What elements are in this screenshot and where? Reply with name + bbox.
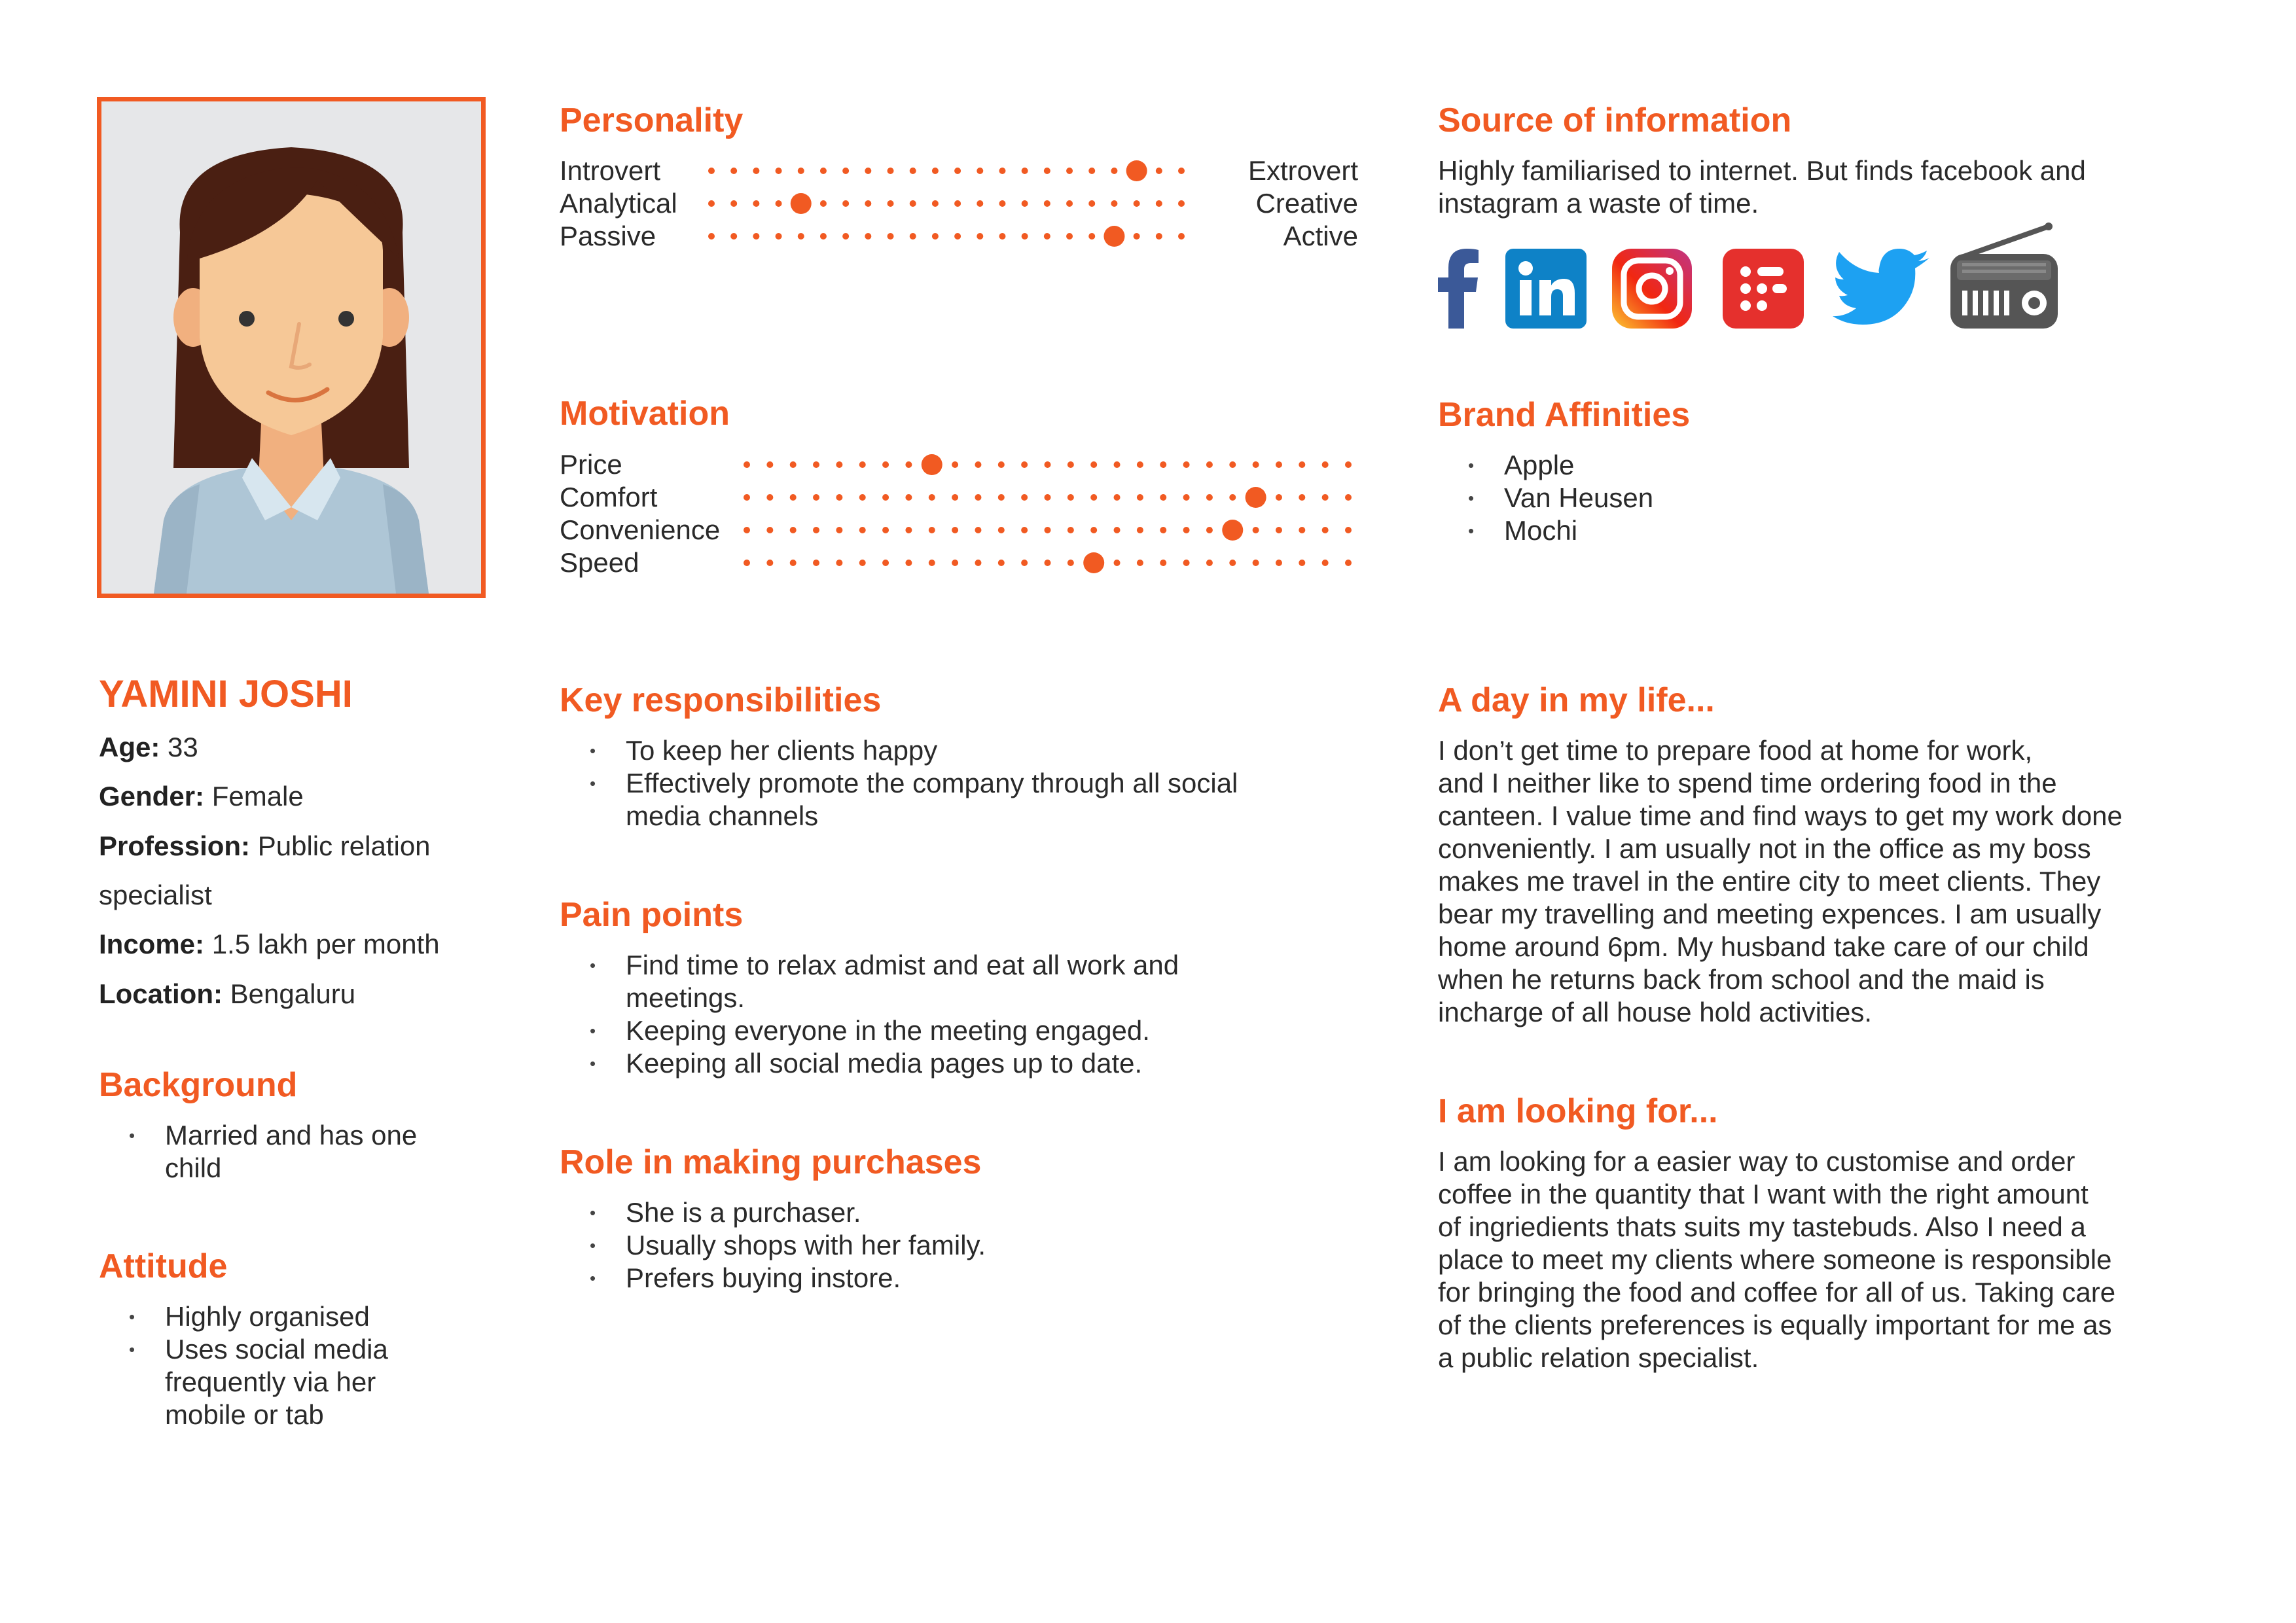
twitter-icon[interactable]: [1833, 249, 1929, 329]
rating-dot: [1299, 527, 1305, 533]
rating-dot: [1090, 494, 1097, 501]
motivation-heading: Motivation: [560, 395, 730, 433]
rating-dot: [1345, 494, 1352, 501]
rating-dot: [905, 560, 912, 566]
motivation-scale-row: [560, 546, 1358, 579]
rating-dot: [744, 461, 750, 468]
rating-dot: [1111, 200, 1117, 207]
rating-dot: [813, 461, 819, 468]
rating-dot: [998, 527, 1005, 533]
list-item-continuation: media channels: [626, 800, 819, 831]
rating-dot: [859, 527, 866, 533]
facebook-icon[interactable]: [1438, 249, 1479, 329]
rating-dot: [1345, 461, 1352, 468]
rating-dot: [1276, 527, 1282, 533]
rating-dot: [1114, 461, 1121, 468]
rating-marker: [791, 193, 812, 214]
rating-dot: [1090, 461, 1097, 468]
list-item: • Uses social media: [99, 1333, 388, 1366]
rating-dot: [790, 560, 797, 566]
rating-dot: [798, 168, 804, 174]
rating-dot: [1206, 461, 1213, 468]
rating-dot: [1067, 527, 1074, 533]
rating-dot: [888, 168, 894, 174]
rating-dot: [859, 461, 866, 468]
rating-dot: [1299, 461, 1305, 468]
text-line: coffee in the quantity that I want with the right amount: [1438, 1179, 2089, 1209]
rating-dot: [1021, 494, 1028, 501]
rating-dot: [1160, 527, 1166, 533]
rating-dot: [708, 168, 715, 174]
rating-dot: [859, 494, 866, 501]
rating-dot: [1183, 461, 1190, 468]
rating-dot: [820, 200, 827, 207]
rating-dot: [975, 527, 981, 533]
rating-dot: [1156, 168, 1162, 174]
rating-dot: [1178, 200, 1185, 207]
role-in-purchases-heading: Role in making purchases: [560, 1143, 982, 1181]
rating-dot: [1229, 560, 1236, 566]
rating-dot: [1067, 560, 1074, 566]
rating-dot: [1067, 494, 1074, 501]
rating-dot: [776, 168, 782, 174]
rating-dot: [753, 200, 759, 207]
rating-dot: [1156, 233, 1162, 240]
rating-scale: [711, 154, 1181, 187]
rating-dot: [954, 233, 961, 240]
rating-dot: [798, 233, 804, 240]
rating-dot: [1299, 494, 1305, 501]
rating-dot: [888, 233, 894, 240]
rating-dot: [952, 494, 958, 501]
rating-dot: [1021, 527, 1028, 533]
rating-dot: [1044, 233, 1050, 240]
rating-scale: [747, 514, 1348, 546]
rating-dot: [910, 168, 916, 174]
rating-dot: [753, 168, 759, 174]
list-item: • Find time to relax admist and eat all work and: [560, 949, 1179, 982]
rating-dot: [744, 527, 750, 533]
scale-left-label: Introvert: [560, 155, 661, 186]
rating-dot: [790, 494, 797, 501]
rating-dot: [905, 527, 912, 533]
rating-dot: [865, 168, 871, 174]
rating-dot: [813, 527, 819, 533]
rating-dot: [1134, 200, 1140, 207]
rating-dot: [1022, 233, 1028, 240]
rating-dot: [1137, 560, 1143, 566]
radio-icon[interactable]: [1950, 223, 2058, 329]
rating-dot: [1253, 461, 1259, 468]
rating-dot: [730, 168, 737, 174]
rating-dot: [813, 494, 819, 501]
text-line: makes me travel in the entire city to meet clients. They: [1438, 866, 2101, 897]
text-line: and I neither like to spend time ordering food in the: [1438, 768, 2057, 798]
rating-dot: [1066, 233, 1073, 240]
rating-dot: [882, 527, 889, 533]
scale-right-label: Creative: [1255, 188, 1358, 219]
rating-dot: [998, 461, 1005, 468]
rating-dot: [1322, 461, 1329, 468]
rating-scale: [747, 448, 1348, 481]
rating-dot: [776, 233, 782, 240]
text-line: conveniently. I am usually not in the office as my boss: [1438, 833, 2091, 864]
rating-dot: [932, 233, 939, 240]
rating-dot: [1114, 560, 1121, 566]
rating-dot: [1021, 461, 1028, 468]
rating-marker: [1222, 520, 1243, 541]
day-in-life-text: [1438, 734, 2123, 1029]
motivation-scale-row: [560, 448, 1358, 481]
rating-dot: [1183, 560, 1190, 566]
scale-right-label: Extrovert: [1247, 155, 1358, 186]
rating-dot: [932, 200, 939, 207]
rating-dot: [766, 494, 773, 501]
rating-dot: [1229, 494, 1236, 501]
personality-scale-row: [560, 154, 1358, 187]
brand-affinities-list: [1438, 449, 1653, 547]
rating-dot: [1134, 233, 1140, 240]
rating-dot: [1088, 168, 1095, 174]
list-item: • Van Heusen: [1438, 482, 1653, 514]
rating-dot: [1066, 200, 1073, 207]
rating-dot: [836, 527, 842, 533]
rating-dot: [905, 461, 912, 468]
rating-dot: [1206, 527, 1213, 533]
text-line: bear my travelling and meeting expences. I am usually: [1438, 899, 2102, 929]
source-of-information-heading: Source of information: [1438, 101, 1792, 139]
rating-dot: [1178, 233, 1185, 240]
list-item: • Keeping everyone in the meeting engaged.: [560, 1014, 1179, 1047]
rating-dot: [1322, 494, 1329, 501]
detail-gender: Gender: Female: [99, 781, 304, 812]
rating-dot: [865, 233, 871, 240]
rating-scale: [711, 187, 1181, 220]
rating-dot: [836, 494, 842, 501]
rating-dot: [929, 560, 935, 566]
avatar-illustration: [101, 101, 481, 594]
rating-dot: [813, 560, 819, 566]
background-heading: Background: [99, 1066, 298, 1104]
rating-dot: [744, 560, 750, 566]
pain-points-list: [560, 949, 1179, 1080]
text-line: for bringing the food and coffee for all of us. Taking care: [1438, 1277, 2116, 1308]
detail-profession: Profession: Public relation: [99, 830, 431, 861]
rating-dot: [1276, 560, 1282, 566]
rating-dot: [1044, 200, 1050, 207]
scale-left-label: Passive: [560, 221, 656, 251]
rating-dot: [1114, 527, 1121, 533]
rating-dot: [1021, 560, 1028, 566]
pain-points-heading: Pain points: [560, 896, 744, 934]
rating-dot: [882, 494, 889, 501]
rating-dot: [1066, 168, 1073, 174]
rating-dot: [1156, 200, 1162, 207]
rating-dot: [1045, 461, 1051, 468]
rating-dot: [999, 168, 1005, 174]
rating-dot: [999, 233, 1005, 240]
rating-dot: [708, 233, 715, 240]
attitude-heading: Attitude: [99, 1247, 228, 1285]
background-list: [99, 1119, 417, 1185]
rating-dot: [1067, 461, 1074, 468]
looking-for-text: [1438, 1145, 2115, 1374]
rating-dot: [1111, 168, 1117, 174]
rating-dot: [1276, 461, 1282, 468]
rating-dot: [1206, 560, 1213, 566]
rating-dot: [1022, 168, 1028, 174]
list-item: • Effectively promote the company through all social: [560, 767, 1238, 800]
detail-income: Income: 1.5 lakh per month: [99, 929, 440, 959]
rating-dot: [929, 494, 935, 501]
text-line: of the clients preferences is equally important for me as: [1438, 1310, 2112, 1340]
personality-scale-row: [560, 220, 1358, 253]
rating-dot: [1206, 494, 1213, 501]
rating-dot: [766, 560, 773, 566]
rating-dot: [1137, 461, 1143, 468]
text-line: I don’t get time to prepare food at home for work,: [1438, 735, 2033, 766]
rating-dot: [932, 168, 939, 174]
personality-scale-row: [560, 187, 1358, 220]
rating-dot: [1114, 494, 1121, 501]
scale-label: Convenience: [560, 514, 721, 545]
instagram-icon[interactable]: [1612, 249, 1692, 329]
rating-dot: [1345, 527, 1352, 533]
list-item: • Usually shops with her family.: [560, 1229, 986, 1262]
text-line: a public relation specialist.: [1438, 1342, 1759, 1373]
rating-dot: [882, 560, 889, 566]
rating-dot: [744, 494, 750, 501]
list-item: • To keep her clients happy: [560, 734, 1238, 767]
rating-dot: [975, 560, 981, 566]
rating-dot: [977, 168, 983, 174]
rating-scale: [747, 481, 1348, 514]
rating-dot: [910, 233, 916, 240]
rating-dot: [882, 461, 889, 468]
rating-dot: [1045, 527, 1051, 533]
rating-marker: [1103, 226, 1124, 247]
rating-dot: [1276, 494, 1282, 501]
rating-dot: [1299, 560, 1305, 566]
list-item: • She is a purchaser.: [560, 1196, 986, 1229]
rating-dot: [952, 560, 958, 566]
rating-dot: [888, 200, 894, 207]
detail-location: Location: Bengaluru: [99, 978, 356, 1009]
rating-scale: [747, 546, 1348, 579]
scale-label: Comfort: [560, 482, 658, 512]
rating-dot: [776, 200, 782, 207]
rating-dot: [998, 560, 1005, 566]
list-item-continuation: frequently via her: [165, 1366, 376, 1397]
rating-dot: [929, 527, 935, 533]
rating-dot: [905, 494, 912, 501]
list-item: • Highly organised: [99, 1300, 388, 1333]
rating-dot: [975, 494, 981, 501]
list-item: • Prefers buying instore.: [560, 1262, 986, 1294]
scale-right-label: Active: [1283, 221, 1358, 251]
rating-dot: [1253, 527, 1259, 533]
list-item: • Married and has one: [99, 1119, 417, 1152]
rating-dot: [1090, 527, 1097, 533]
text-line: I am looking for a easier way to customise and order: [1438, 1146, 2075, 1177]
rating-dot: [1160, 494, 1166, 501]
rating-dot: [790, 527, 797, 533]
rating-dot: [836, 560, 842, 566]
list-item-continuation: child: [165, 1152, 222, 1183]
scale-left-label: Analytical: [560, 188, 677, 219]
rating-dot: [977, 200, 983, 207]
motivation-scale-row: [560, 514, 1358, 546]
scale-label: Price: [560, 449, 622, 480]
looking-for-heading: I am looking for...: [1438, 1092, 1718, 1130]
rating-dot: [842, 200, 849, 207]
rating-dot: [730, 233, 737, 240]
rating-dot: [842, 233, 849, 240]
text-line: incharge of all house hold activities.: [1438, 997, 1873, 1027]
text-line: canteen. I value time and find ways to get my work done: [1438, 800, 2123, 831]
text-line: home around 6pm. My husband take care of our child: [1438, 931, 2089, 962]
detail-profession-cont: specialist: [99, 880, 212, 910]
brand-affinities-heading: Brand Affinities: [1438, 396, 1691, 434]
rating-dot: [1253, 560, 1259, 566]
rating-dot: [1137, 527, 1143, 533]
key-responsibilities-list: [560, 734, 1238, 832]
rating-dot: [730, 200, 737, 207]
rating-dot: [999, 200, 1005, 207]
rating-dot: [859, 560, 866, 566]
rating-dot: [954, 168, 961, 174]
rating-dot: [753, 233, 759, 240]
list-item-continuation: meetings.: [626, 982, 745, 1013]
rating-marker: [1126, 160, 1147, 181]
rating-dot: [1322, 527, 1329, 533]
rating-dot: [1160, 560, 1166, 566]
rating-dot: [952, 527, 958, 533]
rating-scale: [711, 220, 1181, 253]
list-item: • Keeping all social media pages up to date.: [560, 1047, 1179, 1080]
text-line: of ingriedients thats suits my tastebuds. Also I need a: [1438, 1211, 2086, 1242]
rating-dot: [1183, 494, 1190, 501]
rating-dot: [842, 168, 849, 174]
rating-dot: [1045, 560, 1051, 566]
persona-name: YAMINI JOSHI: [99, 673, 353, 715]
rating-dot: [977, 233, 983, 240]
rating-marker: [1083, 552, 1104, 573]
source-line: Highly familiarised to internet. But finds facebook and: [1438, 155, 2086, 186]
role-in-purchases-list: [560, 1196, 986, 1294]
rating-dot: [1088, 233, 1095, 240]
motivation-scale-row: [560, 481, 1358, 514]
rating-dot: [1022, 200, 1028, 207]
rating-dot: [910, 200, 916, 207]
rating-dot: [820, 233, 827, 240]
rating-dot: [952, 461, 958, 468]
rating-dot: [1045, 494, 1051, 501]
rating-dot: [790, 461, 797, 468]
rating-dot: [998, 494, 1005, 501]
day-in-life-heading: A day in my life...: [1438, 681, 1715, 719]
list-item: • Mochi: [1438, 514, 1653, 547]
rating-dot: [766, 527, 773, 533]
personality-heading: Personality: [560, 101, 744, 139]
text-line: place to meet my clients where someone is responsible: [1438, 1244, 2112, 1275]
rating-dot: [836, 461, 842, 468]
text-line: when he returns back from school and the maid is: [1438, 964, 2045, 995]
rating-dot: [865, 200, 871, 207]
rating-dot: [1137, 494, 1143, 501]
news-app-icon[interactable]: [1723, 249, 1804, 329]
rating-marker: [1246, 487, 1266, 508]
rating-dot: [820, 168, 827, 174]
list-item: • Apple: [1438, 449, 1653, 482]
source-line: instagram a waste of time.: [1438, 188, 1759, 219]
detail-age: Age: 33: [99, 732, 198, 762]
linkedin-icon[interactable]: [1505, 249, 1587, 329]
attitude-list: [99, 1300, 388, 1431]
rating-dot: [975, 461, 981, 468]
rating-dot: [1178, 168, 1185, 174]
rating-dot: [1183, 527, 1190, 533]
scale-label: Speed: [560, 547, 639, 578]
rating-dot: [1044, 168, 1050, 174]
rating-dot: [766, 461, 773, 468]
rating-dot: [1088, 200, 1095, 207]
rating-dot: [1229, 461, 1236, 468]
rating-dot: [954, 200, 961, 207]
rating-dot: [708, 200, 715, 207]
rating-dot: [1345, 560, 1352, 566]
persona-photo: [97, 97, 486, 598]
rating-dot: [1322, 560, 1329, 566]
rating-dot: [1160, 461, 1166, 468]
key-responsibilities-heading: Key responsibilities: [560, 681, 882, 719]
list-item-continuation: mobile or tab: [165, 1399, 324, 1430]
rating-marker: [922, 454, 942, 475]
